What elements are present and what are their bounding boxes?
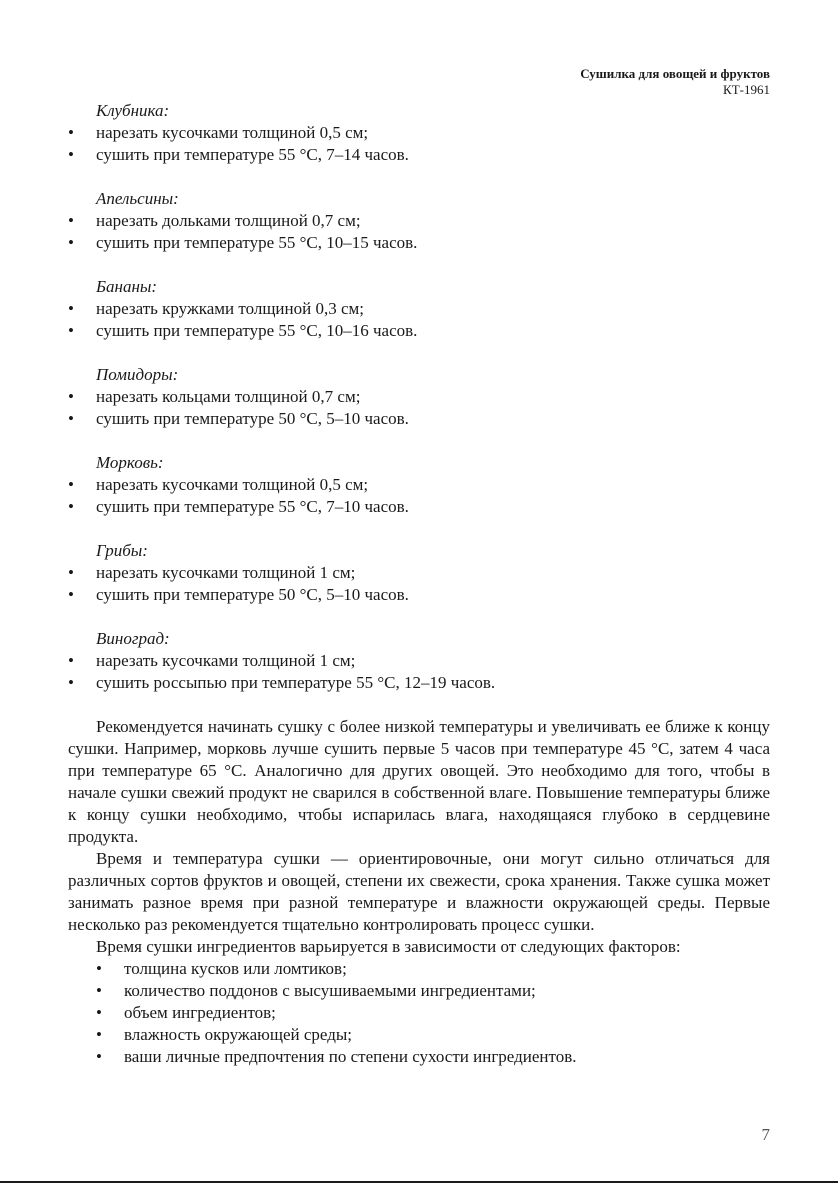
recommendations-text <box>68 716 770 958</box>
bullet-icon: • <box>96 1025 102 1044</box>
paragraph: Время сушки ингредиентов варьируется в зависимости от следующих факторов: <box>96 937 681 956</box>
list-item <box>68 298 770 320</box>
list-item <box>68 1046 770 1068</box>
list-item-text: нарезать кружками толщиной 0,3 см; <box>96 299 364 318</box>
product-title: Бананы: <box>96 277 158 296</box>
list-item <box>68 122 770 144</box>
bullet-icon: • <box>68 211 74 230</box>
drying-guide-list <box>68 100 770 694</box>
list-item-text: сушить при температуре 55 °С, 7–10 часов. <box>96 497 409 516</box>
bullet-icon: • <box>68 563 74 582</box>
list-item-text: сушить при температуре 55 °С, 10–15 часов. <box>96 233 418 252</box>
bullet-icon: • <box>96 1047 102 1066</box>
list-item <box>68 232 770 254</box>
list-item-text: сушить россыпью при температуре 55 °С, 12–19 часов. <box>96 673 496 692</box>
product-title: Виноград: <box>96 629 170 648</box>
bullet-icon: • <box>96 981 102 1000</box>
product-group <box>68 452 770 518</box>
product-group <box>68 276 770 342</box>
list-item-text: сушить при температуре 55 °С, 10–16 часов. <box>96 321 418 340</box>
bullet-icon: • <box>68 321 74 340</box>
bullet-icon: • <box>96 959 102 978</box>
product-title: Морковь: <box>96 453 164 472</box>
product-title: Грибы: <box>96 541 148 560</box>
list-item-text: нарезать кусочками толщиной 0,5 см; <box>96 475 369 494</box>
product-group <box>68 364 770 430</box>
bullet-icon: • <box>68 475 74 494</box>
product-title: Помидоры: <box>96 365 179 384</box>
list-item <box>68 650 770 672</box>
bullet-icon: • <box>68 497 74 516</box>
page-number: 7 <box>761 1125 770 1144</box>
paragraph: Время и температура сушки — ориентировочные, они могут сильно отличаться для различных сортов фруктов и овощей, степени их свежести, срока хранения. Также сушка может занимать разное время при разной температуре и влажности окружающей среды. Первые несколько раз рекомендуется тщательно контролировать процесс сушки. <box>68 849 770 934</box>
product-group <box>68 188 770 254</box>
list-item-text: объем ингредиентов; <box>124 1003 276 1022</box>
list-item <box>68 584 770 606</box>
list-item <box>68 320 770 342</box>
bullet-icon: • <box>68 299 74 318</box>
page-body <box>68 100 770 1068</box>
bullet-icon: • <box>68 651 74 670</box>
bullet-icon: • <box>68 673 74 692</box>
list-item <box>68 474 770 496</box>
product-title: Клубника: <box>96 101 170 120</box>
list-item-text: нарезать кусочками толщиной 0,5 см; <box>96 123 369 142</box>
bottom-rule <box>0 1181 838 1183</box>
list-item-text: сушить при температуре 50 °С, 5–10 часов. <box>96 585 409 604</box>
header-model: КТ-1961 <box>723 82 770 97</box>
list-item <box>68 672 770 694</box>
product-title: Апельсины: <box>96 189 179 208</box>
bullet-icon: • <box>68 233 74 252</box>
list-item <box>68 980 770 1002</box>
list-item <box>68 958 770 980</box>
bullet-icon: • <box>68 387 74 406</box>
bullet-icon: • <box>96 1003 102 1022</box>
drying-factors-list <box>68 958 770 1068</box>
list-item <box>68 144 770 166</box>
list-item-text: влажность окружающей среды; <box>124 1025 353 1044</box>
list-item-text: толщина кусков или ломтиков; <box>124 959 347 978</box>
list-item-text: сушить при температуре 50 °С, 5–10 часов. <box>96 409 409 428</box>
list-item <box>68 562 770 584</box>
list-item-text: количество поддонов с высушиваемыми ингредиентами; <box>124 981 536 1000</box>
bullet-icon: • <box>68 145 74 164</box>
bullet-icon: • <box>68 123 74 142</box>
header-title: Сушилка для овощей и фруктов <box>580 66 770 81</box>
list-item <box>68 210 770 232</box>
paragraph: Рекомендуется начинать сушку с более низкой температуры и увеличивать ее ближе к концу сушки. Например, морковь лучше сушить первые 5 часов при температуре 45 °С, затем 4 часа при температуре 65 °С. Аналогично для других овощей. Это необходимо для того, чтобы в начале сушки свежий продукт не сварился в собственной влаге. Повышение температуры ближе к концу сушки необходимо, чтобы испарилась влага, находящаяся глубоко в сердцевине продукта. <box>68 717 770 846</box>
product-group <box>68 100 770 166</box>
list-item <box>68 1002 770 1024</box>
running-header <box>580 66 770 98</box>
product-group <box>68 628 770 694</box>
list-item-text: нарезать кусочками толщиной 1 см; <box>96 563 356 582</box>
list-item <box>68 1024 770 1046</box>
list-item-text: нарезать кольцами толщиной 0,7 см; <box>96 387 361 406</box>
list-item-text: нарезать кусочками толщиной 1 см; <box>96 651 356 670</box>
list-item-text: нарезать дольками толщиной 0,7 см; <box>96 211 361 230</box>
list-item-text: сушить при температуре 55 °С, 7–14 часов. <box>96 145 409 164</box>
list-item-text: ваши личные предпочтения по степени сухости ингредиентов. <box>124 1047 577 1066</box>
list-item <box>68 408 770 430</box>
product-group <box>68 540 770 606</box>
bullet-icon: • <box>68 585 74 604</box>
bullet-icon: • <box>68 409 74 428</box>
list-item <box>68 386 770 408</box>
list-item <box>68 496 770 518</box>
